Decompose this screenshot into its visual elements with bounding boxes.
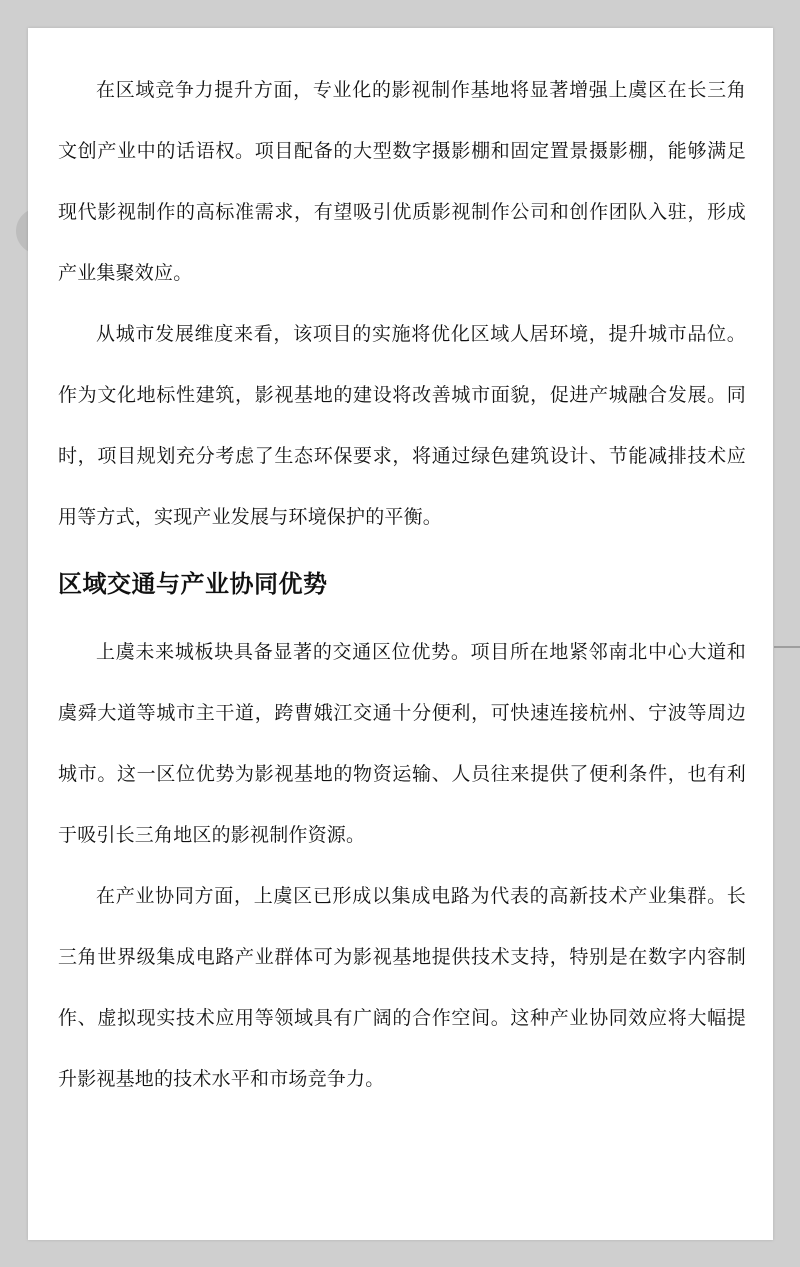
edge-marker: [774, 646, 800, 648]
paragraph-competitiveness: 在区域竞争力提升方面，专业化的影视制作基地将显著增强上虞区在长三角文创产业中的话语权。项目配备的大型数字摄影棚和固定置景摄影棚，能够满足现代影视制作的高标准需求，有望吸引优质影视制作公司和创作团队入驻，形成产业集聚效应。: [58, 79, 746, 284]
section-heading: 区域交通与产业协同优势: [58, 570, 328, 598]
paragraph-transport: 上虞未来城板块具备显著的交通区位优势。项目所在地紧邻南北中心大道和虞舜大道等城市主干道，跨曹娥江交通十分便利，可快速连接杭州、宁波等周边城市。这一区位优势为影视基地的物资运输、人员往来提供了便利条件，也有利于吸引长三角地区的影视制作资源。: [58, 641, 746, 846]
paragraph-industry-synergy: 在产业协同方面，上虞区已形成以集成电路为代表的高新技术产业集群。长三角世界级集成电路产业群体可为影视基地提供技术支持，特别是在数字内容制作、虚拟现实技术应用等领域具有广阔的合作空间。这种产业协同效应将大幅提升影视基地的技术水平和市场竞争力。: [58, 885, 746, 1090]
document-content: [58, 60, 746, 1110]
paragraph-urban-development: 从城市发展维度来看，该项目的实施将优化区域人居环境，提升城市品位。作为文化地标性建筑，影视基地的建设将改善城市面貌，促进产城融合发展。同时，项目规划充分考虑了生态环保要求，将通过绿色建筑设计、节能减排技术应用等方式，实现产业发展与环境保护的平衡。: [58, 323, 746, 528]
